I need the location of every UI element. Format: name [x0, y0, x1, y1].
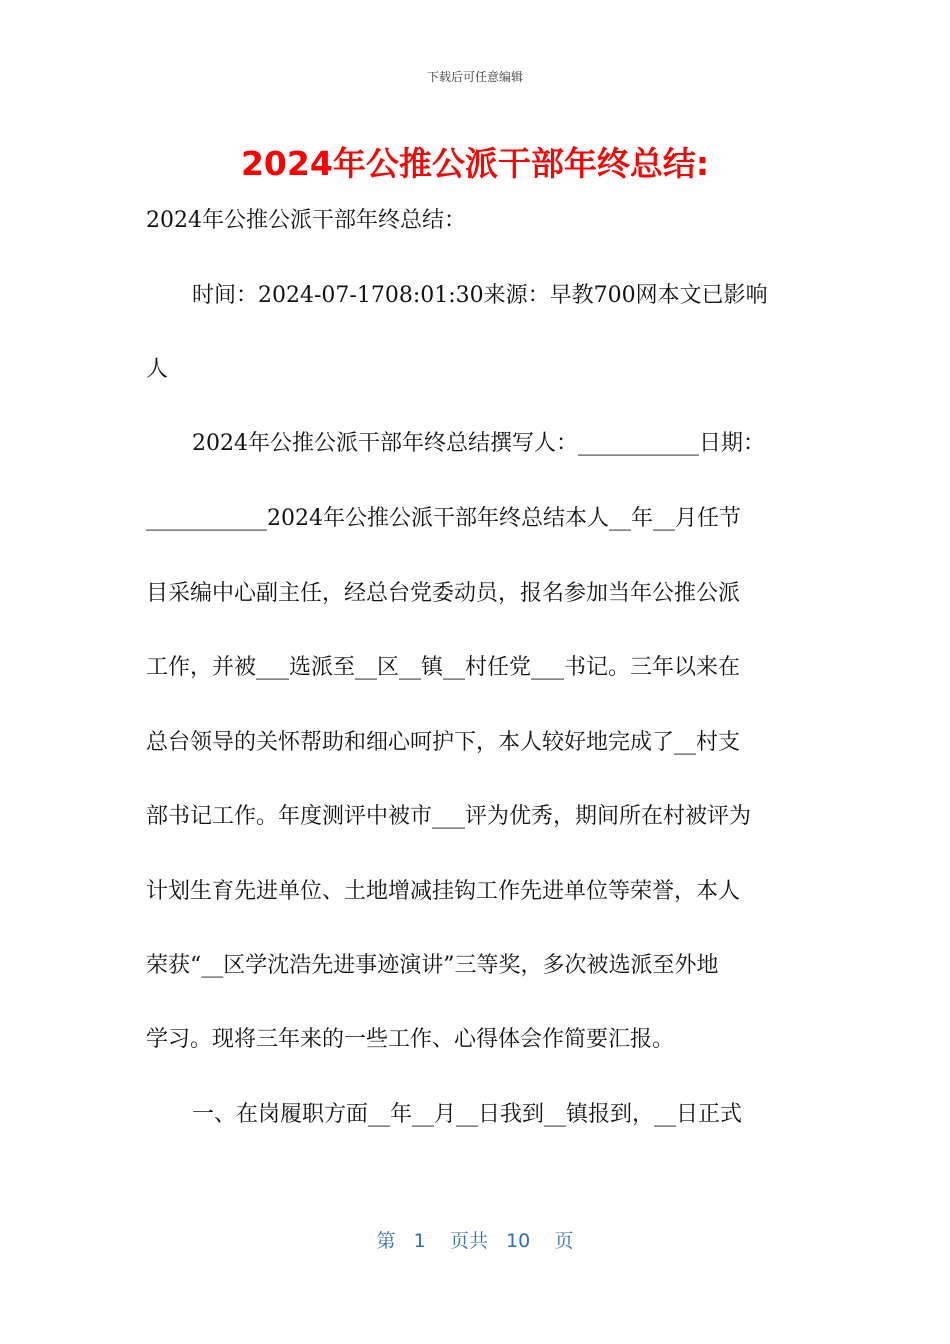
- body-line-1: 2024年公推公派干部年终总结：: [146, 208, 466, 233]
- footer-middle: 页共: [449, 1230, 488, 1252]
- document-title: 2024年公推公派干部年终总结:: [240, 144, 710, 183]
- body-line-8: 总台领导的关怀帮助和细心呵护下，本人较好地完成了__村支: [146, 730, 741, 755]
- total-page-count: 10: [506, 1230, 531, 1252]
- body-line-2: 时间：2024-07-1708:01:30来源：早教700网本文已影响: [192, 283, 768, 308]
- body-line-9: 部书记工作。年度测评中被市___评为优秀，期间所在村被评为: [146, 804, 752, 829]
- body-line-4: 2024年公推公派干部年终总结撰写人：___________日期：: [192, 431, 765, 456]
- current-page-number: 1: [413, 1230, 426, 1252]
- body-line-7: 工作，并被___选派至__区__镇__村任党___书记。三年以来在: [146, 655, 741, 680]
- body-line-6: 目采编中心副主任，经总台党委动员，报名参加当年公推公派: [146, 581, 741, 606]
- body-line-13: 一、在岗履职方面__年__月__日我到__镇报到，__日正式: [192, 1102, 743, 1127]
- body-line-3: 人: [146, 357, 169, 382]
- body-line-11: 荣获“__区学沈浩先进事迹演讲”三等奖，多次被选派至外地: [146, 953, 719, 978]
- header-note: 下载后可任意编辑: [426, 70, 523, 84]
- footer-suffix: 页: [554, 1230, 574, 1252]
- page-number-footer: [0, 1226, 950, 1253]
- body-line-10: 计划生育先进单位、土地增减挂钩工作先进单位等荣誉，本人: [146, 879, 741, 904]
- footer-prefix: 第: [376, 1230, 396, 1252]
- body-line-5: ___________2024年公推公派干部年终总结本人__年__月任节: [146, 506, 741, 531]
- body-line-12: 学习。现将三年来的一些工作、心得体会作简要汇报。: [146, 1027, 675, 1052]
